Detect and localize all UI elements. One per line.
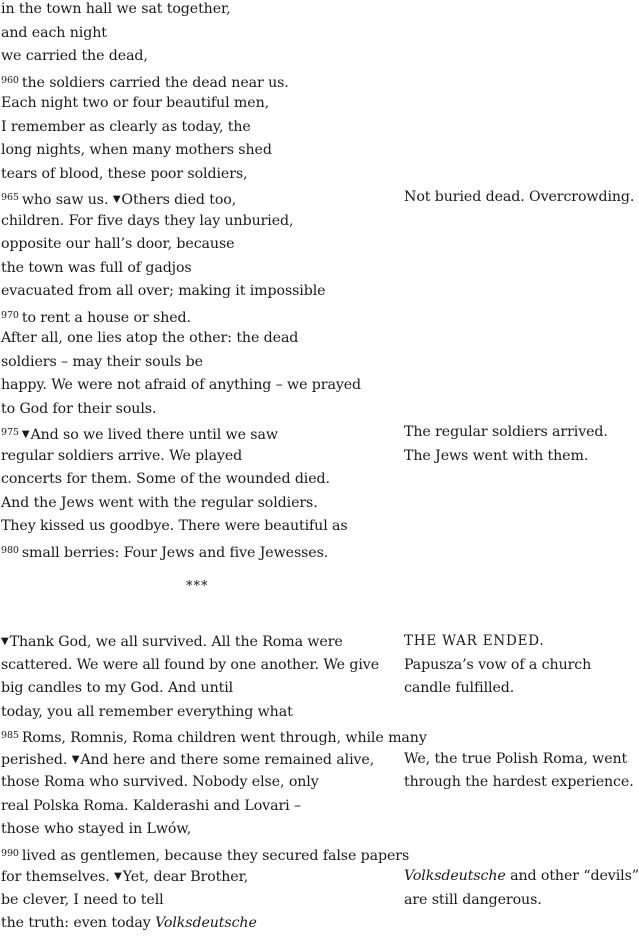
poem-line: happy. We were not afraid of anything – we prayed (1, 377, 362, 393)
poem-line: $^{980}$ small berries: Four Jews and five Jewesses. (1, 544, 329, 561)
poem-line: $^{990}$ lived as gentlemen, because they secured false papers (1, 847, 410, 864)
poem-line: regular soldiers arrive. We played (1, 447, 243, 464)
triangle-marker-icon: ▼ (114, 871, 122, 882)
poem-line: soldiers – may their souls be (1, 353, 203, 370)
poem-line: Each night two or four beautiful men, (1, 95, 270, 111)
margin-note: through the hardest experience. (404, 774, 634, 790)
line-number: 985 (1, 730, 19, 741)
poem-line: for themselves. ▼Yet, dear Brother, (1, 865, 248, 889)
triangle-marker-icon: ▼ (1, 636, 9, 647)
poem-line: children. For five days they lay unburied, (1, 212, 294, 229)
margin-note: candle fulfilled. (404, 680, 515, 696)
margin-note: are still dangerous. (404, 891, 542, 908)
poem-line: in the town hall we sat together, (1, 1, 231, 17)
poem-line: the town was full of gadjos (1, 259, 192, 276)
line-number: 980 (1, 544, 19, 556)
poem-line: long nights, when many mothers shed (1, 142, 272, 158)
poem-line: and each night (1, 24, 107, 41)
poem-line: be clever, I need to tell (1, 891, 164, 908)
poem-line: They kissed us goodbye. There were beautiful as (1, 518, 348, 534)
poem-line: $^{965}$ who saw us. ▼Others died too, (1, 186, 236, 210)
triangle-marker-icon: ▼ (21, 429, 30, 440)
margin-note: We, the true Polish Roma, went (404, 750, 628, 767)
line-number: 965 (1, 192, 19, 203)
poem-line: those Roma who survived. Nobody else, only (1, 774, 319, 790)
margin-note-heading: THE WAR ENDED. (404, 633, 545, 649)
margin-note: Not buried dead. Overcrowding. (404, 189, 635, 205)
poem-line: to God for their souls. (1, 400, 157, 417)
line-number: 975 (1, 427, 19, 438)
poem-line: we carried the dead, (1, 48, 148, 64)
poem-line: those who stayed in Lwów, (1, 821, 192, 837)
triangle-marker-icon: ▼ (71, 753, 80, 765)
section-separator: *** (186, 579, 209, 594)
poem-line: evacuated from all over; making it impossible (1, 283, 326, 299)
line-number: 990 (1, 847, 19, 859)
margin-note: Volksdeutsche and other “devils” (404, 868, 639, 884)
poem-line: ▼Thank God, we all survived. All the Roma were (1, 630, 343, 654)
margin-note: The Jews went with them. (404, 447, 589, 464)
poem-line: big candles to my God. And until (1, 680, 234, 696)
poem-line: $^{960}$ the soldiers carried the dead near us. (1, 74, 289, 91)
triangle-marker-icon: ▼ (112, 194, 121, 205)
poem-line: $^{970}$ to rent a house or shed. (1, 309, 191, 326)
poem-line: And the Jews went with the regular soldiers. (1, 494, 318, 511)
poem-line: scattered. We were all found by one another. We give (1, 656, 379, 673)
poem-line: the truth: even today Volksdeutsche (1, 915, 257, 931)
poem-line: perished. ▼And here and there some remained alive, (1, 748, 374, 772)
line-number: 970 (1, 309, 19, 321)
margin-note: The regular soldiers arrived. (404, 424, 608, 440)
line-number: 960 (1, 74, 19, 86)
poem-line: $^{975}$ ▼And so we lived there until we saw (1, 421, 278, 445)
poem-line: real Polska Roma. Kalderashi and Lovari – (1, 797, 301, 814)
margin-note: Papusza’s vow of a church (404, 656, 592, 673)
poem-line: opposite our hall’s door, because (1, 236, 235, 252)
poem-line: After all, one lies atop the other: the dead (1, 330, 299, 346)
poem-line: I remember as clearly as today, the (1, 118, 251, 135)
poem-line: concerts for them. Some of the wounded died. (1, 471, 330, 487)
poem-line: $^{985}$ Roms, Romnis, Roma children went through, while many (1, 730, 427, 746)
poem-line: today, you all remember everything what (1, 703, 293, 720)
poem-line: tears of blood, these poor soldiers, (1, 165, 248, 182)
